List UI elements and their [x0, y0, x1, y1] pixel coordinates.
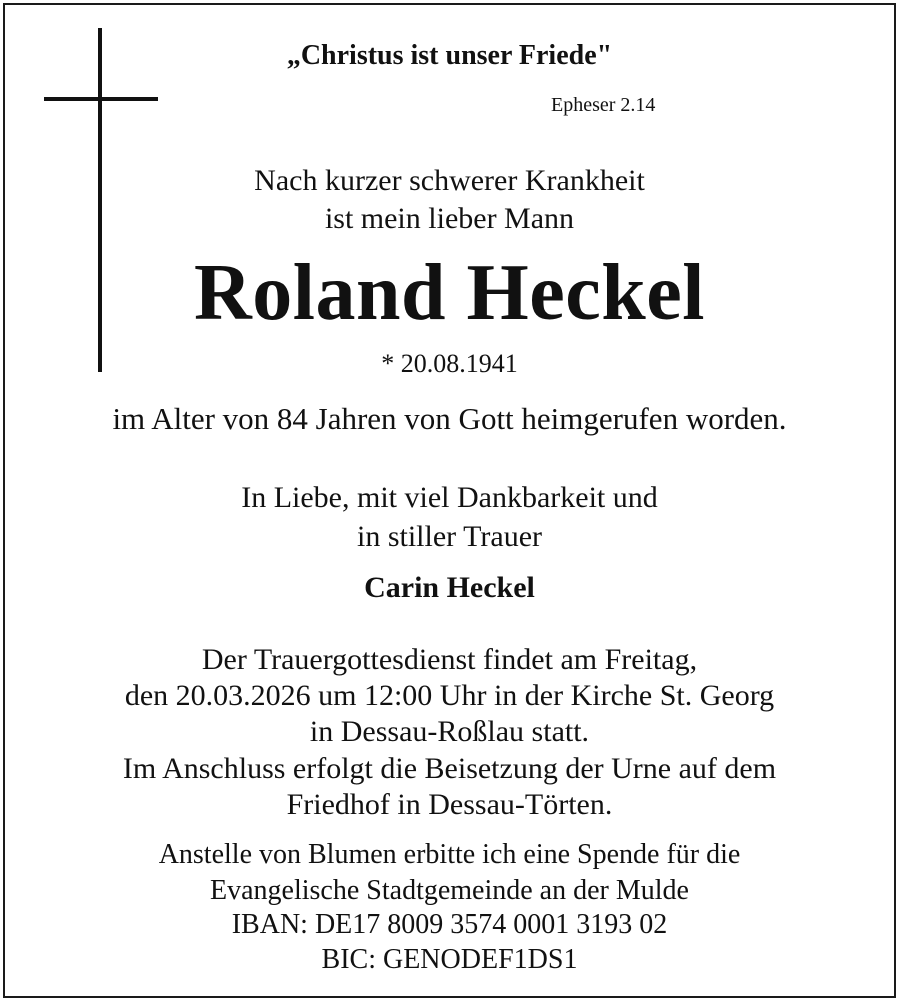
service-line: den 20.03.2026 um 12:00 Uhr in der Kirche St. Georg: [124, 679, 775, 712]
iban: IBAN: DE17 8009 3574 0001 3193 02: [231, 909, 668, 940]
motto: „Christus ist unser Friede": [286, 40, 613, 71]
donation-line: Anstelle von Blumen erbitte ich eine Spende für die: [158, 839, 741, 870]
cross-icon-bar: [44, 97, 158, 101]
service-line: Der Trauergottesdienst findet am Freitag,: [201, 643, 698, 676]
service-line: Friedhof in Dessau-Törten.: [286, 788, 613, 821]
mourning-line: in stiller Trauer: [357, 520, 542, 553]
signer-name: Carin Heckel: [364, 571, 535, 604]
motto-reference: Epheser 2.14: [551, 94, 656, 116]
deceased-name: Roland Heckel: [194, 249, 705, 337]
mourning-line: In Liebe, mit viel Dankbarkeit und: [241, 481, 658, 514]
age-line: im Alter von 84 Jahren von Gott heimgerufen worden.: [112, 401, 787, 436]
intro-line: Nach kurzer schwerer Krankheit: [254, 164, 645, 197]
birth-date: * 20.08.1941: [381, 349, 518, 378]
intro-line: ist mein lieber Mann: [324, 202, 575, 235]
service-line: Im Anschluss erfolgt die Beisetzung der Urne auf dem: [122, 752, 777, 785]
donation-line: Evangelische Stadtgemeinde an der Mulde: [210, 875, 689, 906]
obituary-notice: [3, 3, 896, 998]
service-line: in Dessau-Roßlau statt.: [309, 715, 590, 748]
bic: BIC: GENODEF1DS1: [321, 944, 578, 975]
